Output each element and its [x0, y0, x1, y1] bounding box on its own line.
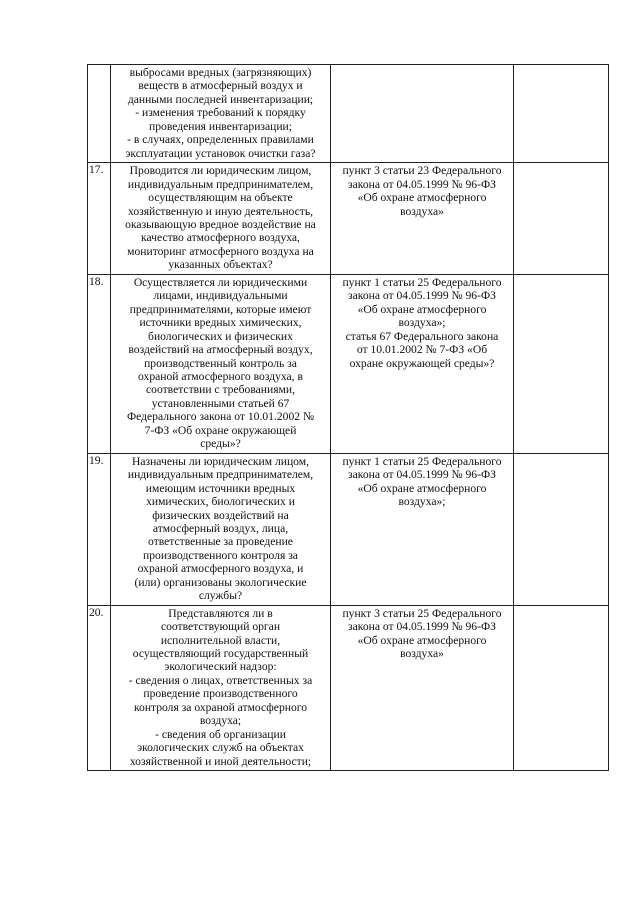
question-line: соответствующий орган: [160, 620, 281, 634]
question-line: источники вредных химических,: [139, 316, 302, 330]
question-line: данными последней инвентаризации;: [127, 92, 314, 106]
question-line: лицами, индивидуальными: [153, 289, 288, 303]
question-line: (или) организованы экологические: [134, 575, 307, 589]
requirement-question-cell: [111, 274, 331, 453]
reference-line: статья 67 Федерального закона: [345, 329, 499, 343]
requirement-question-cell: [111, 163, 331, 275]
question-line: Федерального закона от 10.01.2002 №: [126, 410, 315, 424]
row-number: 18.: [88, 274, 111, 453]
question-line: - сведения об организации: [155, 727, 286, 741]
question-line: установленными статьей 67: [151, 396, 290, 410]
reference-line: воздуха»;: [398, 316, 446, 330]
empty-answer-cell: [514, 453, 609, 605]
question-line: химических, биологических и: [146, 495, 295, 509]
requirements-table: [87, 64, 609, 771]
question-line: производственный контроль за: [144, 356, 297, 370]
question-line: экологических служб на объектах: [137, 741, 304, 755]
question-line: физических воздействий на: [152, 508, 289, 522]
row-number: 20.: [88, 605, 111, 770]
legal-reference-cell: [331, 65, 514, 163]
requirements-table-body: [88, 65, 609, 771]
reference-line: пункт 3 статьи 25 Федерального: [342, 606, 502, 620]
reference-line: воздуха»: [400, 647, 444, 661]
reference-line: пункт 3 статьи 23 Федерального: [342, 164, 502, 178]
question-line: среды»?: [200, 437, 241, 451]
question-line: предпринимателями, которые имеют: [129, 302, 312, 316]
question-line: службы?: [198, 589, 243, 603]
question-line: мониторинг атмосферного воздуха на: [127, 244, 314, 258]
table-row: [88, 453, 609, 605]
question-line: указанных объектах?: [168, 258, 273, 272]
row-number: 17.: [88, 163, 111, 275]
reference-line: закона от 04.05.1999 № 96-ФЗ: [348, 468, 496, 482]
question-line: контроля за охраной атмосферного: [133, 700, 308, 714]
table-row: [88, 163, 609, 275]
empty-answer-cell: [514, 605, 609, 770]
legal-reference-cell: [331, 163, 514, 275]
question-line: охраной атмосферного воздуха, в: [138, 369, 303, 383]
reference-line: пункт 1 статьи 25 Федерального: [342, 454, 502, 468]
reference-line: закона от 04.05.1999 № 96-ФЗ: [348, 620, 496, 634]
question-line: охраной атмосферного воздуха, и: [137, 562, 304, 576]
question-line: осуществляющим на объекте: [148, 191, 293, 205]
question-line: биологических и физических: [148, 329, 293, 343]
question-line: - изменения требований к порядку: [135, 106, 306, 120]
question-line: 7-ФЗ «Об охране окружающей: [144, 423, 297, 437]
question-line: индивидуальным предпринимателем,: [127, 177, 314, 191]
question-line: - сведения о лицах, ответственных за: [128, 673, 313, 687]
question-line: индивидуальным предпринимателем,: [127, 468, 314, 482]
empty-answer-cell: [514, 163, 609, 275]
question-line: качество атмосферного воздуха,: [141, 231, 300, 245]
question-line: атмосферный воздух, лица,: [152, 521, 289, 535]
question-line: имеющим источники вредных: [145, 481, 296, 495]
table-row: [88, 274, 609, 453]
question-line: воздуха;: [199, 714, 242, 728]
empty-answer-cell: [514, 65, 609, 163]
question-line: Осуществляется ли юридическими: [133, 275, 308, 289]
question-line: осуществляющий государственный: [132, 647, 309, 661]
question-line: воздействий на атмосферный воздух,: [128, 343, 313, 357]
question-line: хозяйственную и иную деятельность,: [127, 204, 314, 218]
table-row: [88, 65, 609, 163]
reference-line: воздуха»: [400, 204, 444, 218]
question-line: экологический надзор:: [164, 660, 277, 674]
question-line: исполнительной власти,: [160, 633, 281, 647]
reference-line: «Об охране атмосферного: [357, 191, 487, 205]
reference-line: закона от 04.05.1999 № 96-ФЗ: [348, 177, 496, 191]
row-number: [88, 65, 111, 163]
question-line: - в случаях, определенных правилами: [127, 133, 314, 147]
question-line: Представляются ли в: [168, 606, 273, 620]
legal-reference-cell: [331, 605, 514, 770]
question-line: Проводится ли юридическим лицом,: [129, 164, 312, 178]
question-line: выбросами вредных (загрязняющих): [129, 66, 312, 79]
requirement-question-cell: [111, 605, 331, 770]
question-line: проведение производственного: [143, 687, 298, 701]
requirement-question-cell: [111, 453, 331, 605]
question-line: эксплуатации установок очистки газа?: [125, 146, 316, 160]
reference-line: охране окружающей среды»?: [349, 356, 495, 370]
requirement-question-cell: [111, 65, 331, 163]
reference-line: пункт 1 статьи 25 Федерального: [342, 275, 502, 289]
question-line: соответствии с требованиями,: [146, 383, 295, 397]
table-row: [88, 605, 609, 770]
legal-reference-cell: [331, 453, 514, 605]
question-line: проведения инвентаризации;: [149, 119, 292, 133]
question-line: Назначены ли юридическим лицом,: [132, 454, 309, 468]
question-line: оказывающую вредное воздействие на: [125, 217, 316, 231]
reference-line: «Об охране атмосферного: [357, 633, 487, 647]
reference-line: закона от 04.05.1999 № 96-ФЗ: [348, 289, 496, 303]
question-line: производственного контроля за: [143, 548, 298, 562]
question-line: веществ в атмосферный воздух и: [138, 79, 303, 93]
question-line: ответственные за проведение: [148, 535, 293, 549]
reference-line: воздуха»;: [398, 495, 446, 509]
empty-answer-cell: [514, 274, 609, 453]
row-number: 19.: [88, 453, 111, 605]
reference-line: «Об охране атмосферного: [357, 302, 487, 316]
question-line: хозяйственной и иной деятельности;: [129, 754, 312, 768]
legal-reference-cell: [331, 274, 514, 453]
reference-line: «Об охране атмосферного: [357, 481, 487, 495]
reference-line: от 10.01.2002 № 7-ФЗ «Об: [356, 343, 488, 357]
